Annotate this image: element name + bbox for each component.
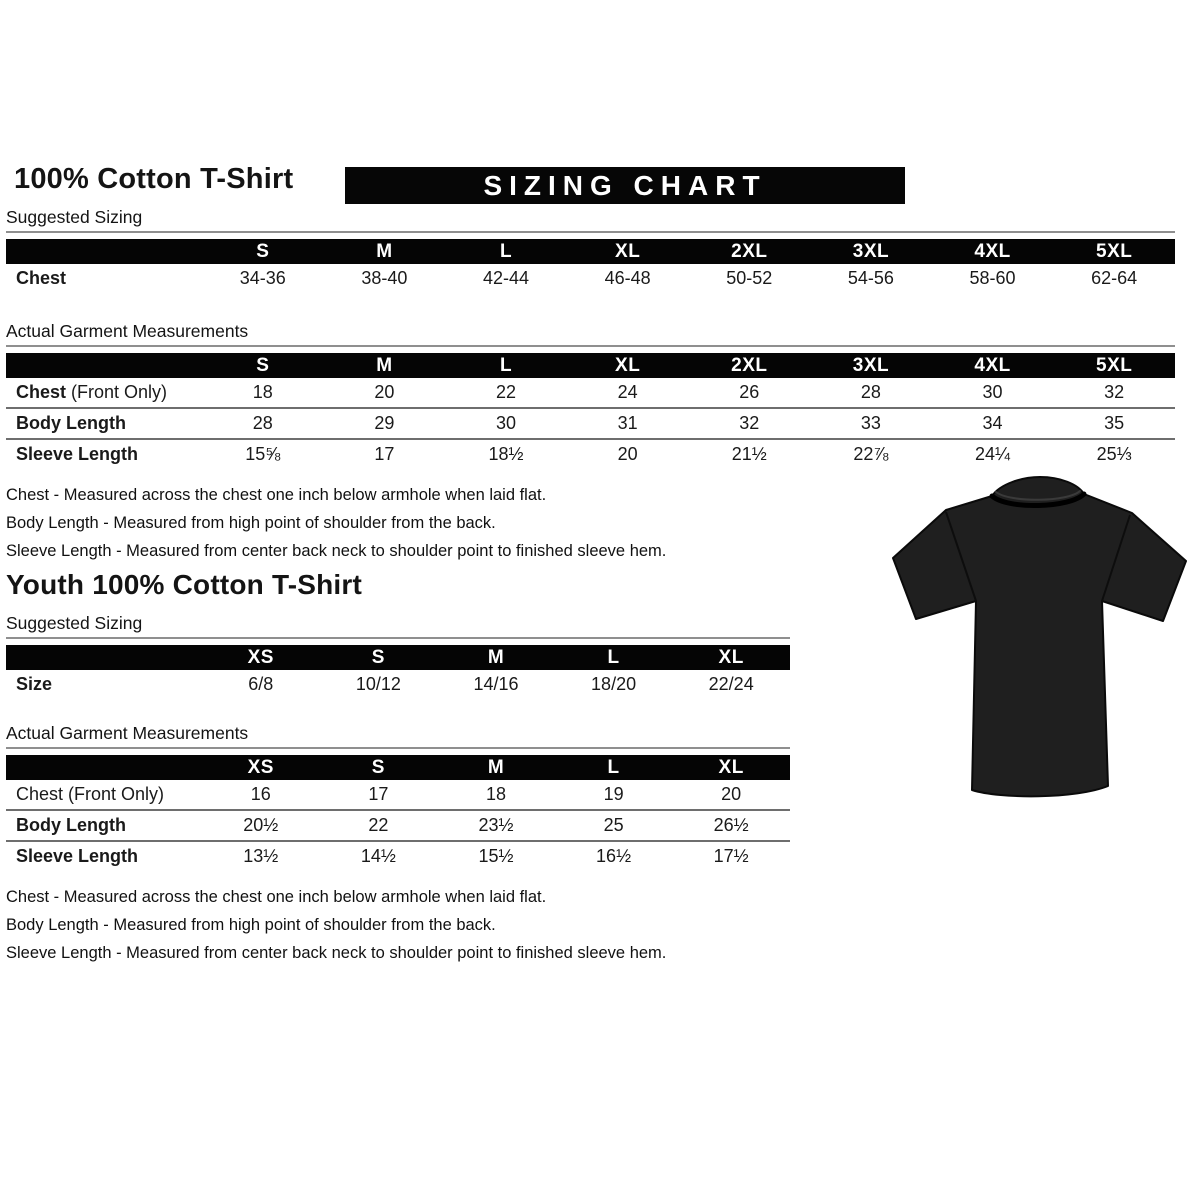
measurement-cell: 33 [810, 408, 932, 439]
table-header-row [6, 755, 790, 780]
adult-suggested-sizing-label: Suggested Sizing [6, 207, 1175, 233]
size-column-header: XL [567, 239, 689, 264]
measurement-cell: 38-40 [361, 268, 408, 288]
measurement-cell: 62-64 [1091, 268, 1138, 288]
measurement-cell: 22 [496, 382, 517, 402]
youth-suggested-sizing-table [6, 645, 790, 699]
tshirt-image [880, 468, 1200, 818]
youth-actual-measurements-label: Actual Garment Measurements [6, 723, 790, 749]
measurement-cell: 19 [603, 784, 624, 804]
measurement-cell: 18 [252, 382, 273, 402]
size-column-header: 2XL [689, 353, 811, 378]
table-row [6, 670, 790, 699]
measurement-cell: 17½ [672, 841, 790, 871]
table-row [6, 264, 1175, 293]
note-line: Sleeve Length - Measured from center back neck to shoulder point to finished sleeve hem. [6, 542, 667, 560]
size-column-header: L [555, 645, 673, 670]
size-column-header: XS [202, 755, 320, 780]
measurement-cell: 23½ [437, 810, 555, 841]
measurement-cell: 25 [555, 810, 673, 841]
table-header-row [6, 353, 1175, 378]
size-column-header: M [324, 353, 446, 378]
measurement-cell: 58-60 [969, 268, 1016, 288]
measurement-cell: 20 [374, 382, 395, 402]
measurement-cell: 15⅝ [202, 439, 324, 469]
note-line: Chest - Measured across the chest one inch below armhole when laid flat. [6, 486, 547, 504]
measurement-cell: 20 [721, 784, 742, 804]
measurement-cell: 15½ [437, 841, 555, 871]
row-label: Body Length [6, 810, 202, 841]
measurement-cell: 24¼ [932, 439, 1054, 469]
measurement-cell: 18 [485, 784, 506, 804]
size-column-header: M [324, 239, 446, 264]
size-column-header: 2XL [689, 239, 811, 264]
table-row [6, 810, 790, 841]
measurement-cell: 22⅞ [810, 439, 932, 469]
size-column-header: XL [567, 353, 689, 378]
note-line: Chest - Measured across the chest one inch below armhole when laid flat. [6, 888, 547, 906]
table-header-row [6, 645, 790, 670]
youth-suggested-sizing-label: Suggested Sizing [6, 613, 790, 639]
measurement-cell: 26 [739, 382, 760, 402]
size-column-header: M [437, 645, 555, 670]
table-header-row [6, 239, 1175, 264]
measurement-cell: 25⅓ [1053, 439, 1175, 469]
measurement-cell: 50-52 [726, 268, 773, 288]
measurement-cell: 17 [368, 784, 389, 804]
page-title: 100% Cotton T-Shirt [14, 163, 294, 195]
size-column-header: 5XL [1053, 353, 1175, 378]
size-column-header: XS [202, 645, 320, 670]
size-column-header: 5XL [1053, 239, 1175, 264]
row-label: Size [16, 674, 53, 694]
table-row [6, 408, 1175, 439]
size-column-header: S [202, 239, 324, 264]
measurement-cell: 34 [932, 408, 1054, 439]
size-column-header: 4XL [932, 239, 1054, 264]
table-row [6, 439, 1175, 469]
sizing-chart-banner [345, 167, 905, 204]
youth-section-title: Youth 100% Cotton T-Shirt [6, 569, 363, 600]
measurement-cell: 16 [250, 784, 271, 804]
measurement-cell: 35 [1053, 408, 1175, 439]
measurement-cell: 26½ [672, 810, 790, 841]
measurement-cell: 22 [320, 810, 438, 841]
measurement-cell: 13½ [202, 841, 320, 871]
measurement-cell: 32 [1104, 382, 1125, 402]
size-column-header: L [555, 755, 673, 780]
size-column-header: M [437, 755, 555, 780]
note-line: Body Length - Measured from high point of shoulder from the back. [6, 514, 496, 532]
measurement-cell: 6/8 [248, 674, 274, 694]
measurement-cell: 32 [689, 408, 811, 439]
measurement-cell: 31 [567, 408, 689, 439]
measurement-cell: 18½ [445, 439, 567, 469]
header-corner-cell [6, 645, 202, 670]
measurement-cell: 34-36 [239, 268, 286, 288]
row-label: Chest (Front Only) [16, 784, 165, 804]
measurement-cell: 10/12 [355, 674, 401, 694]
measurement-cell: 20½ [202, 810, 320, 841]
size-column-header: 3XL [810, 239, 932, 264]
table-row [6, 841, 790, 871]
row-label: Sleeve Length [6, 841, 202, 871]
youth-measurement-notes [6, 883, 1175, 967]
youth-actual-measurements-table [6, 755, 790, 871]
adult-actual-measurements-label: Actual Garment Measurements [6, 321, 1175, 347]
tshirt-body [893, 477, 1186, 796]
measurement-cell: 21½ [689, 439, 811, 469]
measurement-cell: 54-56 [847, 268, 894, 288]
size-column-header: L [445, 239, 567, 264]
table-row [6, 780, 790, 810]
measurement-cell: 24 [617, 382, 638, 402]
measurement-cell: 20 [567, 439, 689, 469]
row-label: Body Length [6, 408, 202, 439]
size-column-header: 4XL [932, 353, 1054, 378]
size-column-header: XL [672, 645, 790, 670]
note-line: Body Length - Measured from high point of shoulder from the back. [6, 916, 496, 934]
adult-actual-measurements-table [6, 353, 1175, 469]
header-corner-cell [6, 755, 202, 780]
measurement-cell: 14½ [320, 841, 438, 871]
note-line: Sleeve Length - Measured from center back neck to shoulder point to finished sleeve hem. [6, 944, 667, 962]
header-corner-cell [6, 239, 202, 264]
row-label: Sleeve Length [6, 439, 202, 469]
measurement-cell: 17 [324, 439, 446, 469]
size-column-header: XL [672, 755, 790, 780]
tshirt-photo [880, 468, 1200, 818]
measurement-cell: 42-44 [483, 268, 530, 288]
banner-label: SIZING CHART [483, 169, 767, 201]
measurement-cell: 22/24 [708, 674, 754, 694]
size-column-header: S [320, 755, 438, 780]
measurement-cell: 14/16 [473, 674, 519, 694]
measurement-cell: 30 [445, 408, 567, 439]
size-column-header: L [445, 353, 567, 378]
row-label: Chest (Front Only) [16, 382, 168, 402]
measurement-cell: 29 [324, 408, 446, 439]
table-row [6, 378, 1175, 408]
row-label: Chest [16, 268, 67, 288]
size-column-header: S [202, 353, 324, 378]
measurement-cell: 28 [202, 408, 324, 439]
measurement-cell: 16½ [555, 841, 673, 871]
adult-suggested-sizing-table [6, 239, 1175, 293]
size-column-header: 3XL [810, 353, 932, 378]
size-column-header: S [320, 645, 438, 670]
measurement-cell: 46-48 [604, 268, 651, 288]
measurement-cell: 30 [982, 382, 1003, 402]
measurement-cell: 28 [860, 382, 881, 402]
header-corner-cell [6, 353, 202, 378]
measurement-cell: 18/20 [591, 674, 637, 694]
